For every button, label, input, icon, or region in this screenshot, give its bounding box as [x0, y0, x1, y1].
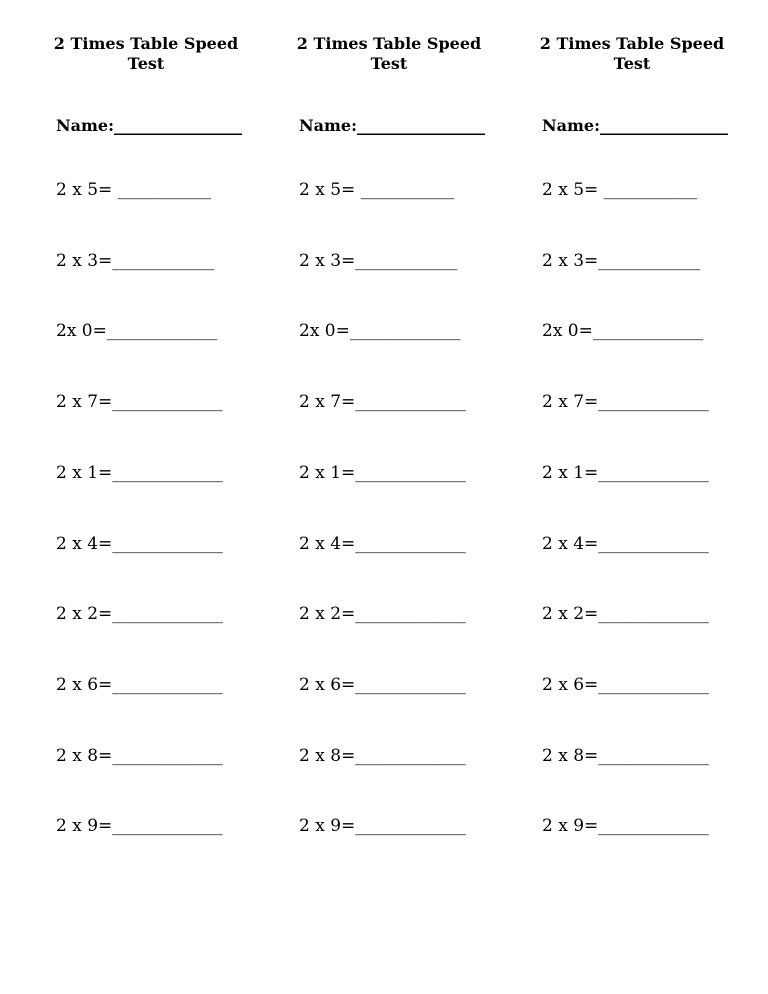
question-line: 2 x 5= ___________ — [542, 180, 698, 200]
question-line: 2 x 1=_____________ — [299, 463, 466, 483]
question-line: 2 x 8=_____________ — [542, 746, 709, 766]
question-line: 2 x 4=_____________ — [299, 534, 466, 554]
name-field: Name:________________ — [542, 116, 729, 135]
name-field: Name:________________ — [299, 116, 486, 135]
question-line: 2 x 4=_____________ — [56, 534, 223, 554]
question-line: 2 x 7=_____________ — [542, 392, 709, 412]
question-line: 2 x 1=_____________ — [56, 463, 223, 483]
question-line: 2 x 9=_____________ — [542, 816, 709, 836]
question-line: 2 x 2=_____________ — [56, 604, 223, 624]
question-line: 2 x 6=_____________ — [56, 675, 223, 695]
question-line: 2 x 2=_____________ — [542, 604, 709, 624]
test-title: 2 Times Table Speed Test — [53, 34, 239, 73]
test-title: 2 Times Table Speed Test — [296, 34, 482, 73]
question-line: 2 x 2=_____________ — [299, 604, 466, 624]
name-field: Name:________________ — [56, 116, 243, 135]
question-line: 2 x 7=_____________ — [56, 392, 223, 412]
question-line: 2 x 9=_____________ — [299, 816, 466, 836]
question-line: 2 x 4=_____________ — [542, 534, 709, 554]
question-line: 2 x 8=_____________ — [299, 746, 466, 766]
question-line: 2x 0=_____________ — [299, 321, 461, 341]
question-line: 2 x 5= ___________ — [299, 180, 455, 200]
question-line: 2 x 6=_____________ — [542, 675, 709, 695]
question-line: 2 x 7=_____________ — [299, 392, 466, 412]
question-line: 2 x 6=_____________ — [299, 675, 466, 695]
question-line: 2 x 3=____________ — [56, 251, 215, 271]
question-line: 2 x 3=____________ — [299, 251, 458, 271]
question-line: 2x 0=_____________ — [542, 321, 704, 341]
test-title: 2 Times Table Speed Test — [539, 34, 725, 73]
question-line: 2 x 1=_____________ — [542, 463, 709, 483]
question-line: 2 x 9=_____________ — [56, 816, 223, 836]
question-line: 2x 0=_____________ — [56, 321, 218, 341]
question-line: 2 x 3=____________ — [542, 251, 701, 271]
question-line: 2 x 5= ___________ — [56, 180, 212, 200]
question-line: 2 x 8=_____________ — [56, 746, 223, 766]
